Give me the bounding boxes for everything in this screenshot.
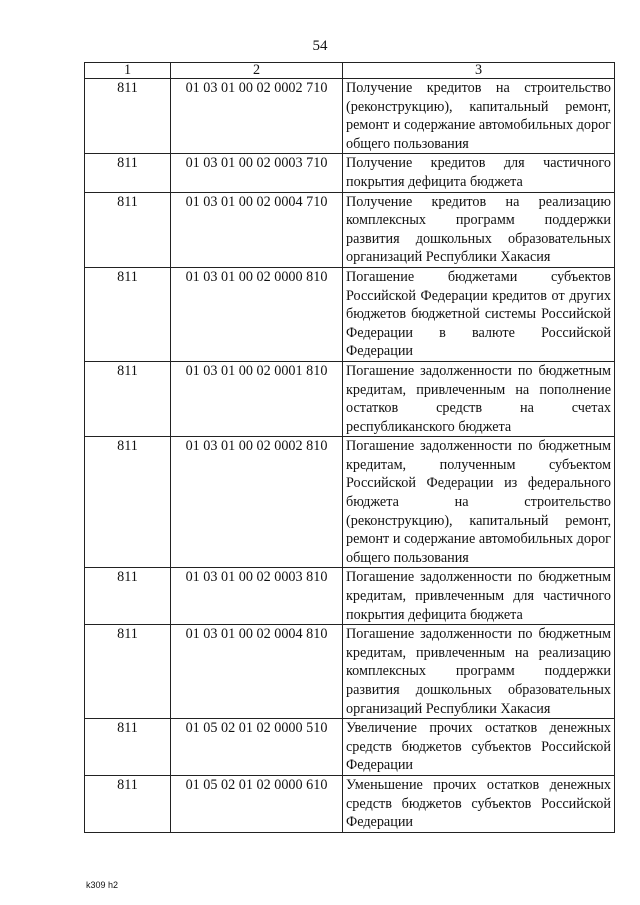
table-row <box>85 267 615 361</box>
table-row <box>85 625 615 719</box>
classification-code-cell: 01 03 01 00 02 0003 710 <box>171 154 343 192</box>
column-header-2: 2 <box>171 63 343 79</box>
admin-code-cell: 811 <box>85 775 171 832</box>
table-row <box>85 79 615 154</box>
column-header-1: 1 <box>85 63 171 79</box>
description-cell: Получение кредитов на реализацию комплексных программ поддержки развития дошкольных образовательных организаций Республики Хакасия <box>343 192 615 267</box>
admin-code-cell: 811 <box>85 361 171 436</box>
admin-code-cell: 811 <box>85 568 171 625</box>
description-cell: Погашение задолженности по бюджетным кредитам, полученным субъектом Российской Федерации из федерального бюджета на строительство (реконструкцию), капитальный ремонт, ремонт и содержание автомобильных дорог общего пользования <box>343 437 615 568</box>
classification-code-cell: 01 05 02 01 02 0000 610 <box>171 775 343 832</box>
budget-codes-table <box>84 62 615 833</box>
description-cell: Уменьшение прочих остатков денежных средств бюджетов субъектов Российской Федерации <box>343 775 615 832</box>
description-cell: Погашение задолженности по бюджетным кредитам, привлеченным на пополнение остатков средств на счетах республиканского бюджета <box>343 361 615 436</box>
document-footer-code: k309 h2 <box>86 880 119 890</box>
column-header-3: 3 <box>343 63 615 79</box>
classification-code-cell: 01 03 01 00 02 0002 810 <box>171 437 343 568</box>
description-cell: Получение кредитов на строительство (реконструкцию), капитальный ремонт, ремонт и содержание автомобильных дорог общего пользования <box>343 79 615 154</box>
admin-code-cell: 811 <box>85 154 171 192</box>
description-cell: Получение кредитов для частичного покрытия дефицита бюджета <box>343 154 615 192</box>
description-cell: Погашение задолженности по бюджетным кредитам, привлеченным на реализацию комплексных программ поддержки развития дошкольных образовательных организаций Республики Хакасия <box>343 625 615 719</box>
admin-code-cell: 811 <box>85 437 171 568</box>
admin-code-cell: 811 <box>85 79 171 154</box>
page-number: 54 <box>312 38 328 54</box>
classification-code-cell: 01 03 01 00 02 0000 810 <box>171 267 343 361</box>
table-row <box>85 192 615 267</box>
table-row <box>85 437 615 568</box>
table-row <box>85 568 615 625</box>
admin-code-cell: 811 <box>85 625 171 719</box>
table-row <box>85 775 615 832</box>
admin-code-cell: 811 <box>85 267 171 361</box>
table-row <box>85 361 615 436</box>
description-cell: Увеличение прочих остатков денежных средств бюджетов субъектов Российской Федерации <box>343 719 615 776</box>
table-row <box>85 154 615 192</box>
classification-code-cell: 01 03 01 00 02 0004 710 <box>171 192 343 267</box>
description-cell: Погашение задолженности по бюджетным кредитам, привлеченным для частичного покрытия дефицита бюджета <box>343 568 615 625</box>
admin-code-cell: 811 <box>85 192 171 267</box>
table-row <box>85 719 615 776</box>
classification-code-cell: 01 03 01 00 02 0002 710 <box>171 79 343 154</box>
table-header-row <box>85 63 615 79</box>
classification-code-cell: 01 05 02 01 02 0000 510 <box>171 719 343 776</box>
classification-code-cell: 01 03 01 00 02 0004 810 <box>171 625 343 719</box>
classification-code-cell: 01 03 01 00 02 0001 810 <box>171 361 343 436</box>
description-cell: Погашение бюджетами субъектов Российской Федерации кредитов от других бюджетов бюджетной системы Российской Федерации в валюте Российской Федерации <box>343 267 615 361</box>
classification-code-cell: 01 03 01 00 02 0003 810 <box>171 568 343 625</box>
admin-code-cell: 811 <box>85 719 171 776</box>
